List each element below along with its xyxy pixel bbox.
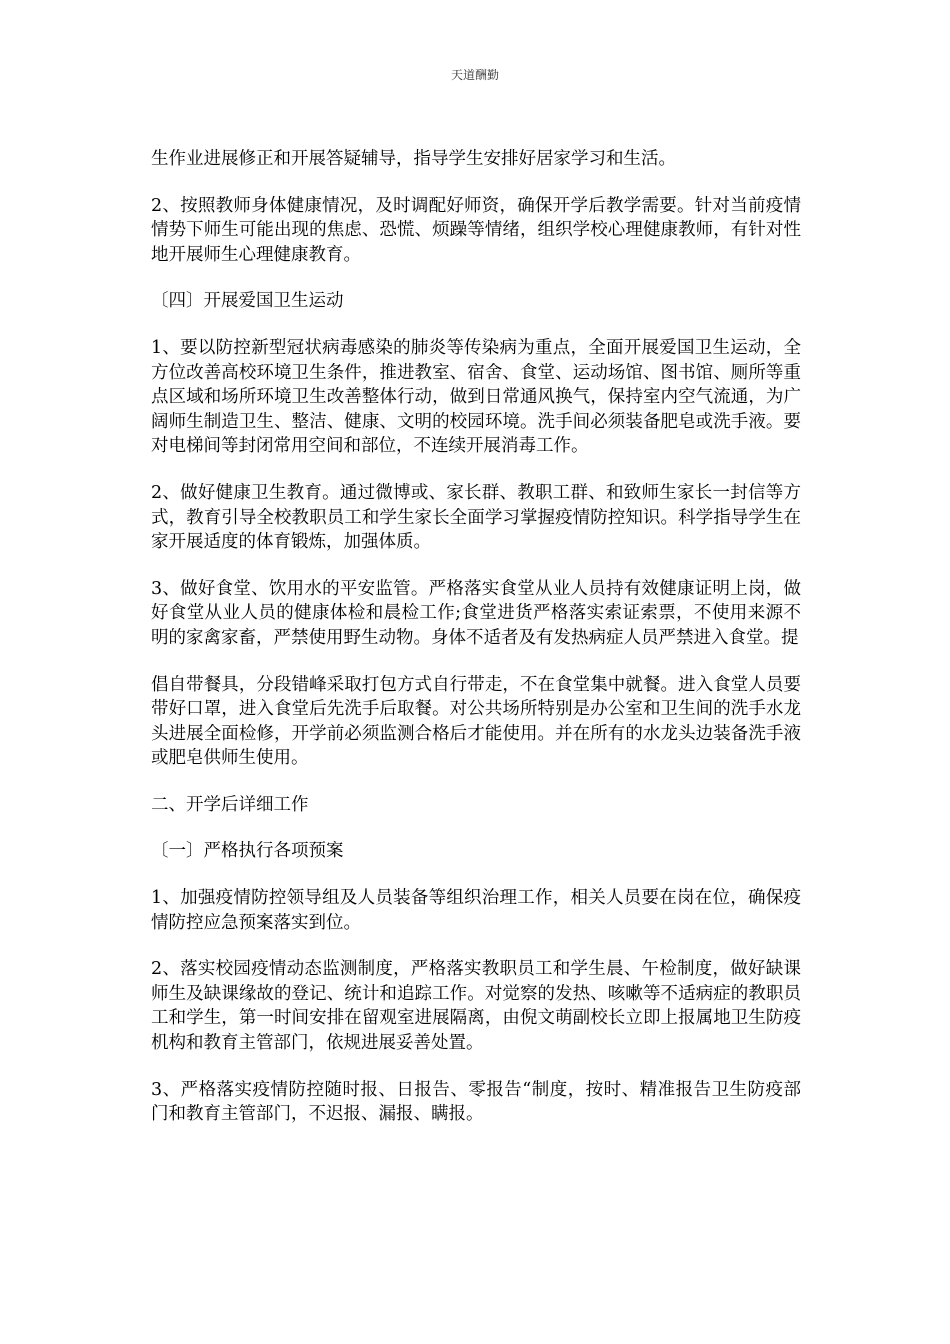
page-header: 天道酬勤: [450, 68, 499, 82]
section-heading-2: 二、开学后详细工作: [151, 794, 309, 815]
paragraph-8: 2、落实校园疫情动态监测制度，严格落实教职员工和学生晨、午检制度，做好缺课师生及缺课缘故的登记、统计和追踪工作。对觉察的发热、咳嗽等不适病症的教职员工和学生，第一时间安排在留观室进展隔离，由倪文萌副校长立即上报属地卫生防疫机构和教育主管部门，依规进展妥善处置。: [151, 959, 801, 1054]
paragraph-2: 2、按照教师身体健康情况，及时调配好师资，确保开学后教学需要。针对当前疫情情势下师生可能出现的焦虑、恐慌、烦躁等情绪，组织学校心理健康教师，有针对性地开展师生心理健康教育。: [151, 195, 801, 265]
paragraph-3: 1、要以防控新型冠状病毒感染的肺炎等传染病为重点，全面开展爱国卫生运动，全方位改善高校环境卫生条件，推进教室、宿舍、食堂、运动场馆、图书馆、厕所等重点区域和场所环境卫生改善整体行动，做到日常通风换气，保持室内空气流通，为广阔师生制造卫生、整洁、健康、文明的校园环境。洗手间必须装备肥皂或洗手液。要对电梯间等封闭常用空间和部位，不连续开展消毒工作。: [151, 337, 801, 457]
section-heading-1: 〔一〕严格执行各项预案: [151, 841, 344, 862]
section-heading-4: 〔四〕开展爱国卫生运动: [151, 291, 344, 312]
paragraph-4: 2、做好健康卫生教育。通过微博或、家长群、教职工群、和致师生家长一封信等方式，教育引导全校教职员工和学生家长全面学习掌握疫情防控知识。科学指导学生在家开展适度的体育锻炼，加强体质。: [151, 482, 801, 553]
paragraph-9: 3、严格落实疫情防控随时报、日报告、零报告“制度，按时、精准报告卫生防疫部门和教育主管部门，不迟报、漏报、瞒报。: [151, 1079, 801, 1125]
paragraph-7: 1、加强疫情防控领导组及人员装备等组织治理工作，相关人员要在岗在位，确保疫情防控应急预案落实到位。: [151, 888, 801, 933]
paragraph-1: 生作业进展修正和开展答疑辅导，指导学生安排好居家学习和生活。: [151, 149, 676, 169]
paragraph-6: 倡自带餐具，分段错峰采取打包方式自行带走，不在食堂集中就餐。进入食堂人员要带好口罩，进入食堂后先洗手后取餐。对公共场所特别是办公室和卫生间的洗手水龙头进展全面检修，开学前必须监测合格后才能使用。并在所有的水龙头边装备洗手液或肥皂供师生使用。: [151, 674, 801, 769]
document-body: [151, 147, 801, 1149]
paragraph-5: 3、做好食堂、饮用水的平安监管。严格落实食堂从业人员持有效健康证明上岗，做好食堂从业人员的健康体检和晨检工作;食堂进货严格落实索证索票，不使用来源不明的家禽家畜，严禁使用野生动物。身体不适者及有发热病症人员严禁进入食堂。提: [151, 578, 801, 648]
